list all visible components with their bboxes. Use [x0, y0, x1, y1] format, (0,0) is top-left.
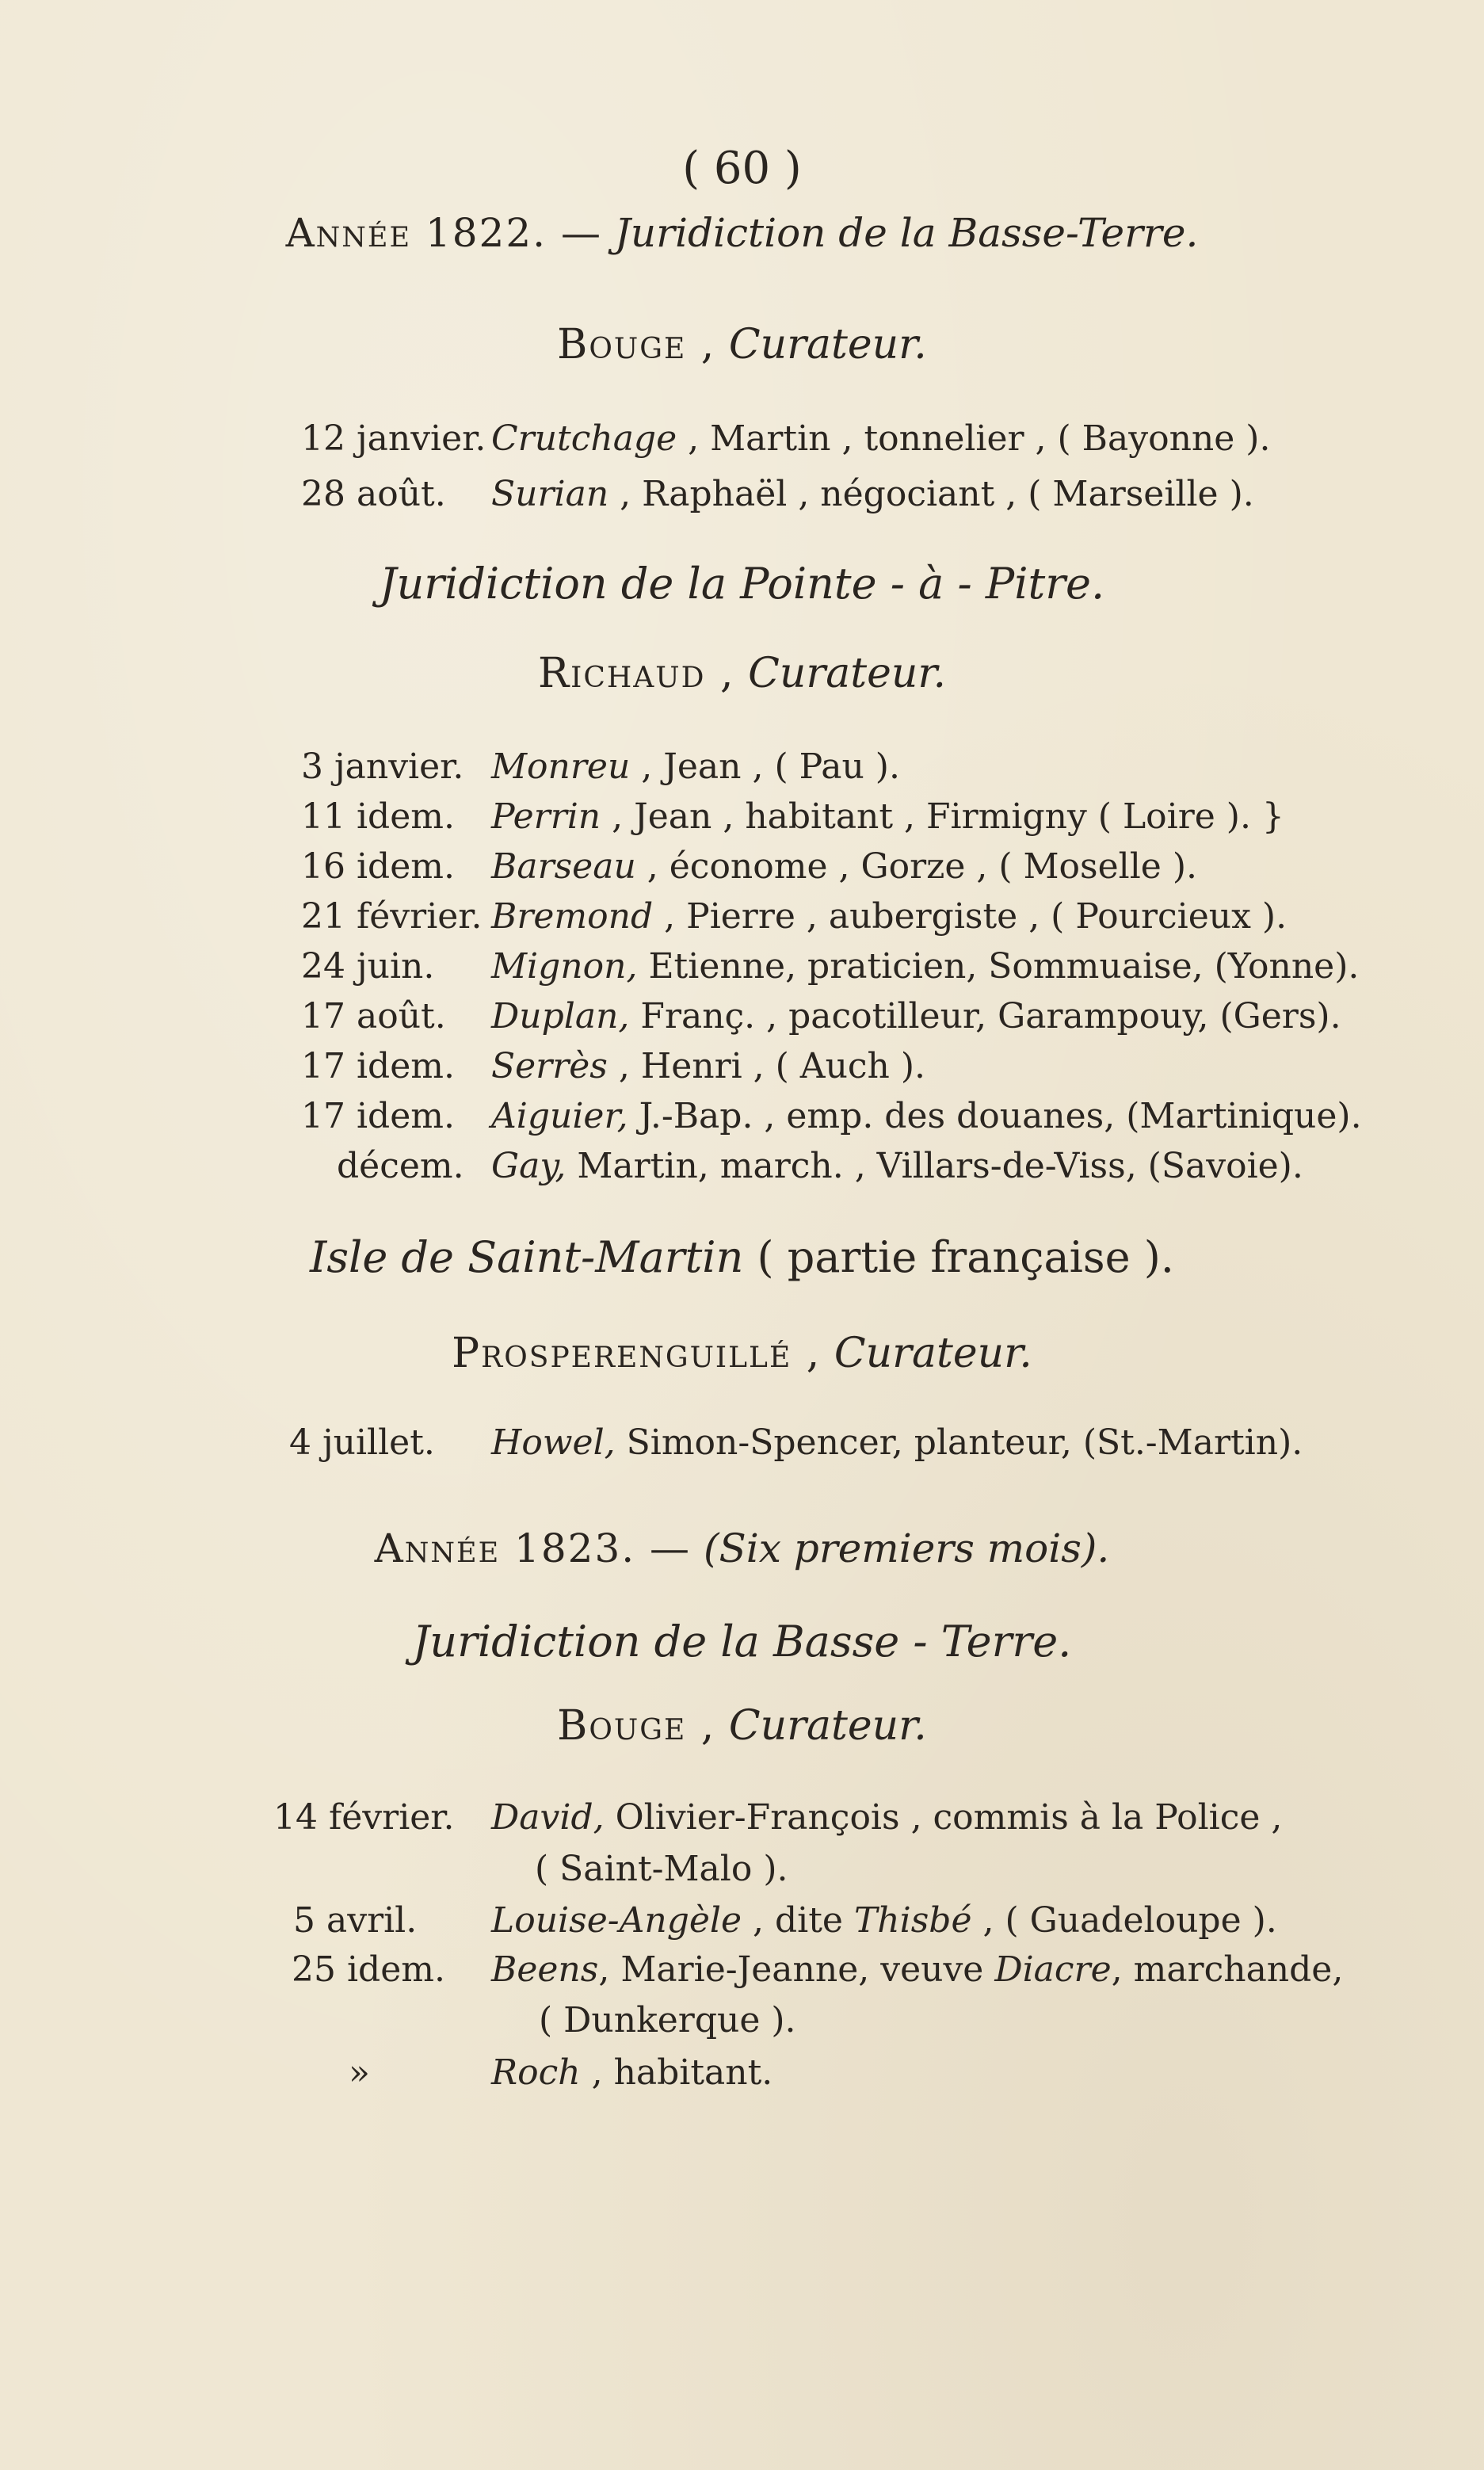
- curator-name: Prosperenguillé ,: [452, 1330, 822, 1377]
- entry-name: Beens: [491, 1949, 599, 1990]
- entry-date: 24 juin.: [301, 946, 435, 987]
- entry-name-alias: Diacre: [994, 1949, 1112, 1990]
- curator-role: Curateur.: [728, 1702, 927, 1750]
- year-prefix: Année 1823. —: [374, 1525, 692, 1571]
- entry-details: , Pierre , aubergiste , ( Pourcieux ).: [653, 896, 1288, 937]
- entry-continuation: ( Saint-Malo ).: [535, 1849, 788, 1889]
- entry-name: Roch: [491, 2052, 581, 2093]
- entry-name: David,: [491, 1797, 605, 1838]
- entry-date: 25 idem.: [292, 1949, 445, 1990]
- jurisdiction-title: Juridiction de la Basse-Terre.: [614, 210, 1199, 256]
- entry-name: Monreu: [491, 746, 631, 787]
- entry-details: , Raphaël , négociant , ( Marseille ).: [608, 474, 1254, 514]
- entry-date: décem.: [337, 1146, 464, 1186]
- curator-name: Bouge ,: [557, 1702, 716, 1750]
- year-subtitle: (Six premiers mois).: [703, 1525, 1110, 1571]
- year-prefix: Année 1822. —: [285, 210, 602, 256]
- entry-name: Howel,: [491, 1422, 616, 1463]
- curator-role: Curateur.: [834, 1330, 1032, 1377]
- year-heading-1823: [0, 1525, 1484, 1571]
- entry-name: Louise-Angèle: [491, 1900, 742, 1941]
- jurisdiction-title: Juridiction de la Pointe - à - Pitre.: [379, 559, 1105, 609]
- curator-heading: [0, 1702, 1484, 1750]
- entry-details: , Jean , ( Pau ).: [630, 746, 900, 787]
- entry-name: Perrin: [491, 796, 601, 837]
- curator-role: Curateur.: [728, 321, 927, 368]
- entry-date: 12 janvier.: [301, 418, 486, 459]
- entry-details: , Henri , ( Auch ).: [607, 1046, 926, 1086]
- entry-details: , dite: [742, 1900, 854, 1941]
- entry-name: Duplan,: [491, 996, 630, 1036]
- entry-name: Mignon,: [491, 946, 638, 987]
- entry-date: 5 avril.: [293, 1900, 418, 1941]
- entry-date: 17 idem.: [301, 1046, 455, 1086]
- isle-subtitle: ( partie française ).: [743, 1232, 1174, 1282]
- entry-details: , Jean , habitant , Firmigny ( Loire ). }: [601, 796, 1284, 837]
- page-number: ( 60 ): [682, 143, 802, 194]
- entry-name-alias: Thisbé: [853, 1900, 972, 1941]
- entry-date: 14 février.: [273, 1797, 455, 1838]
- entry-date: 11 idem.: [301, 796, 455, 837]
- entry-details-2: , marchande,: [1111, 1949, 1344, 1990]
- isle-title: Isle de Saint-Martin: [310, 1232, 744, 1282]
- entry-details: J.-Bap. , emp. des douanes, (Martinique).: [628, 1096, 1362, 1136]
- entry-details-2: , ( Guadeloupe ).: [971, 1900, 1277, 1941]
- entry-name: Bremond: [491, 896, 654, 937]
- entry-date: 17 idem.: [301, 1096, 455, 1136]
- entry-name: Barseau: [491, 846, 636, 887]
- curator-heading: [0, 650, 1484, 697]
- curator-heading: [0, 1330, 1484, 1377]
- entry-date: 4 juillet.: [289, 1422, 435, 1463]
- jurisdiction-title: Juridiction de la Basse - Terre.: [412, 1617, 1072, 1666]
- entry-date: 3 janvier.: [301, 746, 464, 787]
- entry-details: Franç. , pacotilleur, Garampouy, (Gers).: [629, 996, 1341, 1036]
- entry-name: Gay,: [491, 1146, 567, 1186]
- entry-details: , habitant.: [580, 2052, 773, 2093]
- entry-name: Crutchage: [491, 418, 677, 459]
- entry-name: Aiguier,: [491, 1096, 628, 1136]
- entry-details: , économe , Gorze , ( Moselle ).: [635, 846, 1197, 887]
- entry-continuation: ( Dunkerque ).: [539, 2000, 796, 2041]
- curator-name: Bouge ,: [557, 321, 716, 368]
- entry-details: Martin, march. , Villars-de-Viss, (Savoie).: [566, 1146, 1303, 1186]
- year-heading-1822: [0, 210, 1484, 256]
- entry-date: 16 idem.: [301, 846, 455, 887]
- entry-details: Olivier-François , commis à la Police ,: [604, 1797, 1283, 1838]
- entry-details: Etienne, praticien, Sommuaise, (Yonne).: [637, 946, 1360, 987]
- entry-name: Serrès: [491, 1046, 608, 1086]
- entry-date: 28 août.: [301, 474, 446, 514]
- entry-details: , Marie-Jeanne, veuve: [598, 1949, 995, 1990]
- entry-name: Surian: [491, 474, 609, 514]
- entry-date: 17 août.: [301, 996, 446, 1036]
- curator-name: Richaud ,: [537, 650, 735, 697]
- entry-date: 21 février.: [301, 896, 483, 937]
- curator-heading: [0, 321, 1484, 368]
- curator-role: Curateur.: [748, 650, 947, 697]
- entry-date: »: [349, 2052, 370, 2093]
- isle-heading: [0, 1232, 1484, 1282]
- entry-details: , Martin , tonnelier , ( Bayonne ).: [677, 418, 1271, 459]
- entry-details: Simon-Spencer, planteur, (St.-Martin).: [615, 1422, 1303, 1463]
